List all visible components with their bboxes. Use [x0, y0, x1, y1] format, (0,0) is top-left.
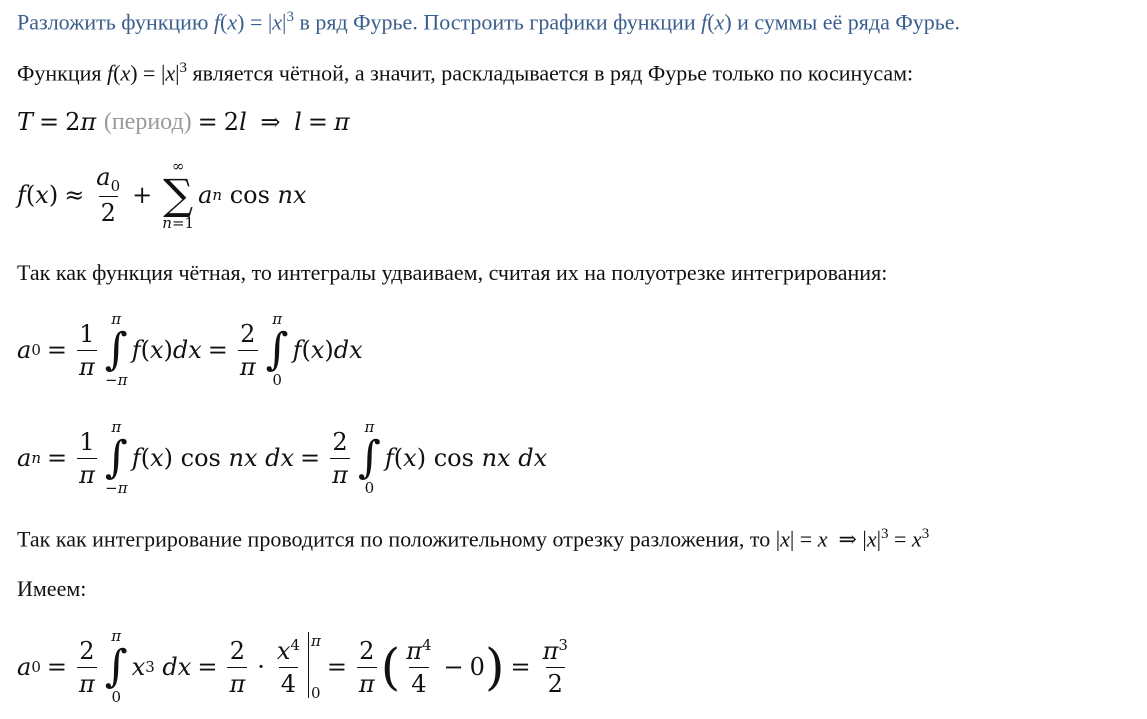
title-text-1: Разложить функцию [17, 9, 209, 35]
have-line [17, 578, 86, 600]
title-text-2: в ряд Фурье. Построить графики функции [299, 9, 696, 35]
problem-title: Разложить функцию $f(x) = |x|^3$ в ряд Фурье. Построить графики функции f(x) и суммы её ряда Фурье. [17, 9, 961, 35]
abs-formula: | [775, 526, 781, 552]
integral-symbol: π ∫ −π [104, 309, 128, 390]
fourier-series-formula: f ( x ) ≈ $\frac{a_0}{2}$ + ∞ ∑ n=1 a n cos nx [17, 157, 307, 232]
even-text-1: Функция [17, 60, 102, 86]
double-integral-text: Так как функция чётная, то интегралы удваиваем, считая их на полуотрезке интегрирования: [17, 260, 888, 285]
even-function-line: Функция $f(x) = |x|^3$ является чётной, а значит, раскладывается в ряд Фурье только по косинусам: [17, 60, 914, 86]
sum-symbol: ∞ ∑ n=1 [162, 157, 195, 232]
have-text: Имеем: [17, 576, 87, 601]
a0-result-formula: a 0 = $\frac{2}{\pi}$ π ∫ 0 x 3 dx = $\frac{2}{\pi}$ · $\frac{x^4}{4}$ π 0 = $\frac{2}{\pi}$ ( $\frac{\pi^4}{4}$ − 0 ) = $\frac{\pi^3}{2}$ [17, 626, 568, 707]
title-formula-1: f [213, 9, 221, 35]
period-formula: T = 2 π (период) = 2 l ⇒ l = π [17, 108, 350, 136]
a0-over-2: $\frac{a_0}{2}$ [96, 162, 121, 228]
positive-segment-line: Так как интегрирование проводится по положительному отрезку разложения, то |x| = x ⇒ $|x|^3 = x^3$ [17, 526, 930, 552]
even-formula: f [107, 60, 114, 86]
period-word: (период) [103, 108, 192, 135]
a0-integral-formula: a 0 = $\frac{1}{\pi}$ π ∫ −π f ( x ) dx = $\frac{2}{\pi}$ π ∫ 0 f ( x ) dx [17, 309, 363, 390]
even-text-2: является чётной, а значит, раскладывается в ряд Фурье только по косинусам: [192, 60, 914, 86]
title-text-3: и суммы её ряда Фурье. [737, 9, 961, 35]
an-integral-formula: a n = $\frac{1}{\pi}$ π ∫ −π f ( x ) cos nx dx = $\frac{2}{\pi}$ π ∫ 0 f ( x ) cos nx dx [17, 417, 548, 498]
evaluation-bar: π 0 [308, 632, 321, 702]
title-formula-2: f [701, 9, 708, 35]
double-integral-line [17, 262, 887, 284]
positive-segment-text: Так как интегрирование проводится по положительному отрезку разложения, то [17, 526, 771, 552]
